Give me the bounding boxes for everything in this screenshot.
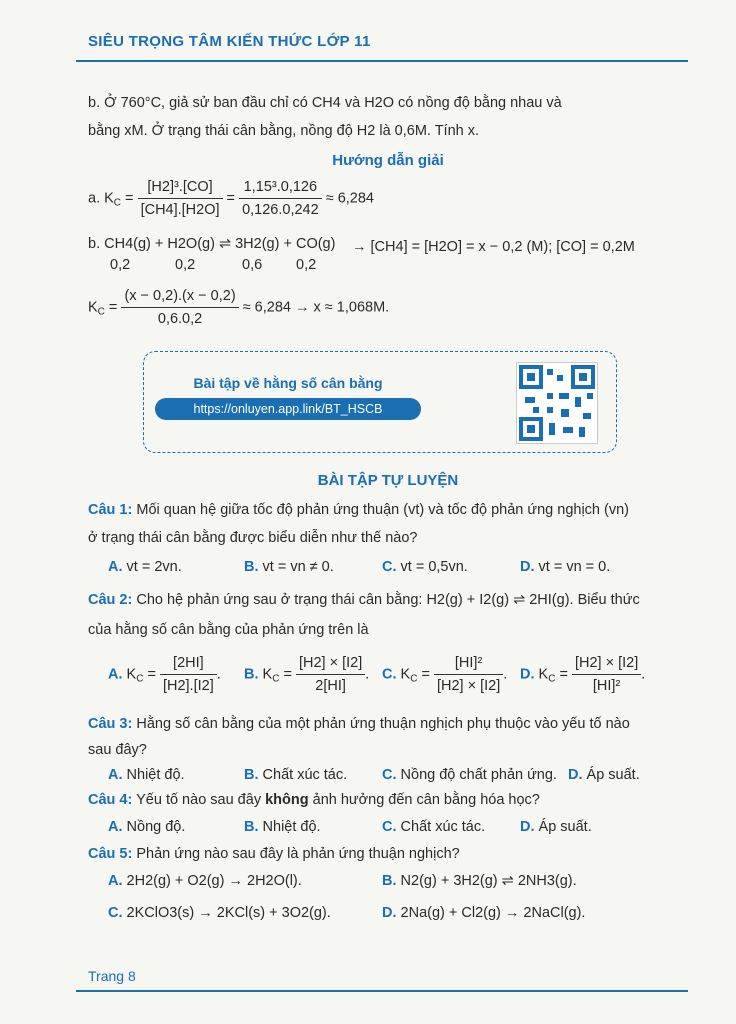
kc-final: ≈ 6,284 → x ≈ 1,068M.: [242, 299, 390, 316]
value-h2o: 0,2: [175, 257, 196, 273]
q4-option-b[interactable]: B. Nhiệt độ.: [244, 819, 321, 835]
q1-option-a[interactable]: A. vt = 2vn.: [108, 559, 182, 575]
question-5: Câu 5: Phản ứng nào sau đây là phản ứng thuận nghịch?: [88, 846, 460, 862]
question-1: Câu 1: Mối quan hệ giữa tốc độ phản ứng thuận (vt) và tốc độ phản ứng nghịch (vn): [88, 502, 629, 518]
q3-option-b[interactable]: B. Chất xúc tác.: [244, 767, 348, 783]
solution-a-label: a. K: [88, 190, 114, 207]
solution-b-eq: b. CH4(g) + H2O(g) ⇌ 3H2(g) + CO(g): [88, 236, 336, 252]
promo-title: Bài tập về hằng số cân bằng: [193, 375, 383, 391]
q1-option-c[interactable]: C. vt = 0,5vn.: [382, 559, 468, 575]
guide-title: Hướng dẫn giải: [332, 152, 444, 169]
kc-formula: $\frac{\text{[H2]³.[CO]}}{[CH4].[H2O]}$: [138, 176, 223, 221]
reaction-equation: CH4(g) + H2O(g) ⇌ 3H2(g) + CO(g): [104, 236, 336, 252]
q2-option-c[interactable]: C. $K_C$ = $\frac{\text{[HI]²}}{[H2] \times [I2]}$ .: [382, 652, 507, 697]
q3-option-d[interactable]: D. Áp suất.: [568, 767, 640, 783]
q5-option-d[interactable]: D. 2Na(g) + Cl2(g) → 2NaCl(g).: [382, 905, 586, 921]
q1-option-d[interactable]: D. vt = vn = 0.: [520, 559, 611, 575]
page-number: Trang 8: [88, 968, 136, 984]
q2-option-d[interactable]: D. $K_C$ = $\frac{[H2] \times [I2]}{\text{[HI]²}}$ .: [520, 652, 645, 697]
solution-a: a. $K_C$ = $\frac{\text{[H2]³.[CO]}}{[CH4].[H2O]}$ = $\frac{\text{1,15³.0,126}}{0,126.0,242}$ ≈ 6,284: [88, 176, 374, 221]
qr-code-icon: [516, 362, 598, 444]
q1-option-b[interactable]: B. vt = vn ≠ 0.: [244, 559, 334, 575]
q5-option-a[interactable]: A. 2H2(g) + O2(g) → 2H2O(l).: [108, 873, 302, 889]
kc-fraction: $\frac{(x - 0,2).(x - 0,2)}{0,6.0,2}$: [121, 285, 238, 330]
q3-option-c[interactable]: C. Nồng độ chất phản ứng.: [382, 767, 557, 783]
question-2: Câu 2: Cho hệ phản ứng sau ở trạng thái cân bằng: H2(g) + I2(g) ⇌ 2HI(g). Biểu thức: [88, 592, 640, 608]
page-header: SIÊU TRỌNG TÂM KIẾN THỨC LỚP 11: [88, 33, 371, 50]
problem-line-1: b. Ở 760°C, giả sử ban đầu chỉ có CH4 và H2O có nồng độ bằng nhau và: [88, 95, 562, 111]
question-2-cont: của hằng số cân bằng của phản ứng trên là: [88, 622, 369, 638]
exercises-title: BÀI TẬP TỰ LUYỆN: [317, 472, 459, 489]
q2-option-a[interactable]: A. $K_C$ = $\frac{[2HI]}{[H2].[I2]}$ .: [108, 652, 221, 697]
value-ch4: 0,2: [110, 257, 131, 273]
solution-b-result: → [CH4] = [H2O] = x − 0,2 (M); [CO] = 0,2M: [352, 239, 635, 255]
problem-line-2: bằng xM. Ở trạng thái cân bằng, nồng độ H2 là 0,6M. Tính x.: [88, 123, 480, 139]
promo-link[interactable]: https://onluyen.app.link/BT_HSCB: [155, 398, 421, 420]
q3-option-a[interactable]: A. Nhiệt độ.: [108, 767, 185, 783]
solution-kc: $K_C$ = $\frac{(x - 0,2).(x - 0,2)}{0,6.0,2}$ ≈ 6,284 → x ≈ 1,068M.: [88, 285, 389, 330]
q4-option-a[interactable]: A. Nồng độ.: [108, 819, 186, 835]
q5-option-c[interactable]: C. 2KClO3(s) → 2KCl(s) + 3O2(g).: [108, 905, 331, 921]
q2-option-b[interactable]: B. $K_C$ = $\frac{[H2] \times [I2]}{2[HI]}$ .: [244, 652, 369, 697]
kc-result: ≈ 6,284: [325, 190, 374, 207]
kc-values: $\frac{\text{1,15³.0,126}}{0,126.0,242}$: [239, 176, 322, 221]
value-co: 0,2: [296, 257, 317, 273]
header-divider: [76, 60, 688, 62]
q5-option-b[interactable]: B. N2(g) + 3H2(g) ⇌ 2NH3(g).: [382, 873, 577, 889]
question-3: Câu 3: Hằng số cân bằng của một phản ứng thuận nghịch phụ thuộc vào yếu tố nào: [88, 716, 630, 732]
value-h2: 0,6: [242, 257, 263, 273]
question-1-cont: ở trạng thái cân bằng được biểu diễn như thế nào?: [88, 530, 418, 546]
q4-option-c[interactable]: C. Chất xúc tác.: [382, 819, 486, 835]
q4-option-d[interactable]: D. Áp suất.: [520, 819, 592, 835]
footer-divider: [76, 990, 688, 992]
question-3-cont: sau đây?: [88, 742, 147, 758]
question-4: Câu 4: Yếu tố nào sau đây không ảnh hưởng đến cân bằng hóa học?: [88, 792, 540, 808]
